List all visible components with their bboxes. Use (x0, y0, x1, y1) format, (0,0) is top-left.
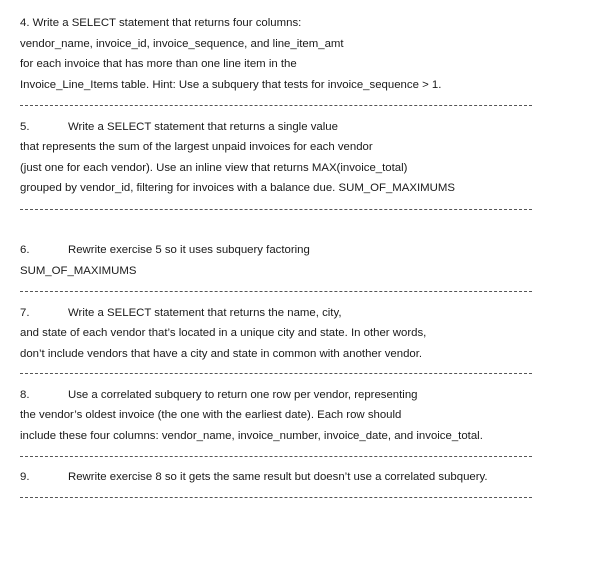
exercise-5-line-3: (just one for each vendor). Use an inline view that returns MAX(invoice_total) (20, 162, 408, 174)
exercise-8-number: 8. (20, 389, 30, 401)
exercise-8-line-3: include these four columns: vendor_name, invoice_number, invoice_date, and invoice_total. (20, 430, 483, 442)
exercise-5-number: 5. (20, 121, 30, 133)
exercise-6-number: 6. (20, 244, 30, 256)
exercise-6-line-2: SUM_OF_MAXIMUMS (20, 265, 137, 277)
exercise-4-line-1: 4. Write a SELECT statement that returns four columns: (20, 17, 302, 29)
exercise-6-first-text: Rewrite exercise 5 so it uses subquery factoring (68, 244, 310, 256)
exercise-4-line-4: Invoice_Line_Items table. Hint: Use a subquery that tests for invoice_sequence > 1. (20, 79, 442, 91)
separator-line (20, 209, 532, 210)
exercise-9-number: 9. (20, 471, 30, 483)
exercise-9-line-1 (20, 470, 488, 484)
exercise-5-first-text: Write a SELECT statement that returns a single value (68, 121, 338, 133)
exercise-8-line-1 (20, 388, 418, 402)
exercise-5-line-2: that represents the sum of the largest unpaid invoices for each vendor (20, 141, 373, 153)
exercise-7-line-2: and state of each vendor that’s located in a unique city and state. In other words, (20, 327, 427, 339)
separator-line (20, 456, 532, 457)
exercise-5-line-4: grouped by vendor_id, filtering for invoices with a balance due. SUM_OF_MAXIMUMS (20, 182, 455, 194)
separator-line (20, 291, 532, 292)
exercise-9-first-text: Rewrite exercise 8 so it gets the same result but doesn’t use a correlated subquery. (68, 471, 488, 483)
separator-line (20, 497, 532, 498)
exercise-4-line-3: for each invoice that has more than one line item in the (20, 58, 297, 70)
exercise-7-number: 7. (20, 307, 30, 319)
exercise-8-line-2: the vendor’s oldest invoice (the one with the earliest date). Each row should (20, 409, 402, 421)
separator-line (20, 373, 532, 374)
exercise-7-first-text: Write a SELECT statement that returns the name, city, (68, 307, 342, 319)
exercise-7-line-3: don’t include vendors that have a city and state in common with another vendor. (20, 348, 423, 360)
separator-line (20, 105, 532, 106)
exercise-6-line-1 (20, 243, 310, 257)
exercise-4-line-2: vendor_name, invoice_id, invoice_sequence, and line_item_amt (20, 38, 344, 50)
exercise-8-first-text: Use a correlated subquery to return one row per vendor, representing (68, 389, 418, 401)
exercise-7-line-1 (20, 306, 342, 320)
exercise-5-line-1 (20, 120, 338, 134)
